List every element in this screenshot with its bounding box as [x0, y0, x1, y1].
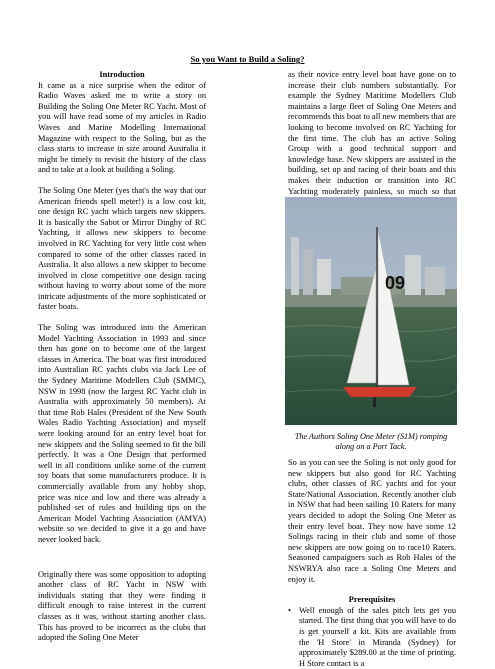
sail-number: 09 [385, 273, 406, 293]
yacht-photo-image [285, 197, 457, 425]
paragraph-intro: It came as a nice surprise when the editor of Radio Waves asked me to write a story on Building the Soling One Meter RC Yacht. Most of you will have read some of my articles in Radio Waves and Marine Modelling International Magazine with respect to the Soling, but as the class starts to increase in size around Australia it might be timely to revisit the history of the class and to take at a look at building a Soling. [38, 80, 206, 175]
paragraph-club-growth: as their novice entry level boat have gone on to increase their club numbers substantially. For example the Sydney Maritime Modellers Club maintains a large fleet of Soling One Meters and recommends this boat to all new members that are looking to become involved on RC Yachting for the first time. The club has an active Soling Group with a good technical support and knowledge base. New skippers are assisted in the building, set up and racing of their boats and this makes their induction or transition into RC Yachting moderately painless, so much so that [288, 70, 456, 196]
list-item: • Well enough of the sales pitch lets get you started. The first thing that you will have to do is get yourself a kit. Kits are available from the 'H Store' in Miranda (Sydney) for approximately $289.00 at the time of printing. H Store contact is a [299, 606, 456, 669]
paragraph-club-benefits: So as you can see the Soling is not only good for new skippers but also good for RC Yachting clubs, other classes of RC yachts and for your State/National Association. Recently another club in NSW that had been sailing 10 Raters for many years decided to adopt the Soling One Meter as their entry level boat. They now have some 12 Solings racing in their club and some of those new skippers are now going on to race10 Raters. Seasoned campaigners such as Rob Hales of the NSWRYA also race a Soling One Meters and enjoy it. [288, 458, 456, 584]
right-column-bottom [288, 458, 456, 669]
photo-caption: The Authors Soling One Meter (S1M) romping along on a Port Tack. [294, 432, 448, 452]
paragraph-soling-description: The Soling One Meter (yes that's the way that our American friends spell meter!) is a low cost kit, one design RC yacht which targets new skippers. It is basically the Sabot or Mirror Dinghy of RC Yachting, it allows new skippers to become involved in RC Yachting for very little cost when compared to some of the other classes raced in Australia. It also allows a new skipper to become involved in close competitive one design racing without having to worry about some of the more intricate adjustments of the more sophisticated or faster boats. [38, 185, 206, 312]
introduction-heading: Introduction [99, 70, 145, 79]
soling-yacht-photo [285, 197, 457, 425]
left-column [38, 70, 206, 644]
prerequisites-list [288, 606, 456, 669]
paragraph-opposition: Originally there was some opposition to adopting another class of RC Yacht in NSW with individuals stating that they were finding it difficult enough to raise interest in the current classes as it was, without starting another class. This has proved to be incorrect as the clubs that adopted the Soling One Meter [38, 569, 206, 643]
prerequisites-heading: Prerequisites [348, 595, 396, 605]
article-title: So you Want to Build a Soling? [190, 54, 305, 64]
paragraph-history: The Soling was introduced into the American Model Yachting Association in 1993 and since then has gone on to become one of the largest classes in America. The boat was first introduced into Australian RC yachts clubs via Jack Lee of the Sydney Maritime Modellers Club (SMMC), NSW in 1998 (now the largest RC Yacht club in Australia with approximately 50 members). At that time Rob Hales (President of the New South Wales Radio Yachting Association) and myself were looking around for an entry level boat for new skippers and the Soling seemed to fit the bill perfectly. It was a One Design that performed well in all conditions unlike some of the current toy boats that some manufacturers produce. It is commercially available from any hobby shop, price was nice and low and there was already a published set of rules and building tips on the American Model Yachting Association (AMYA) website so we decided to give it a go and have never looked back. [38, 323, 206, 544]
